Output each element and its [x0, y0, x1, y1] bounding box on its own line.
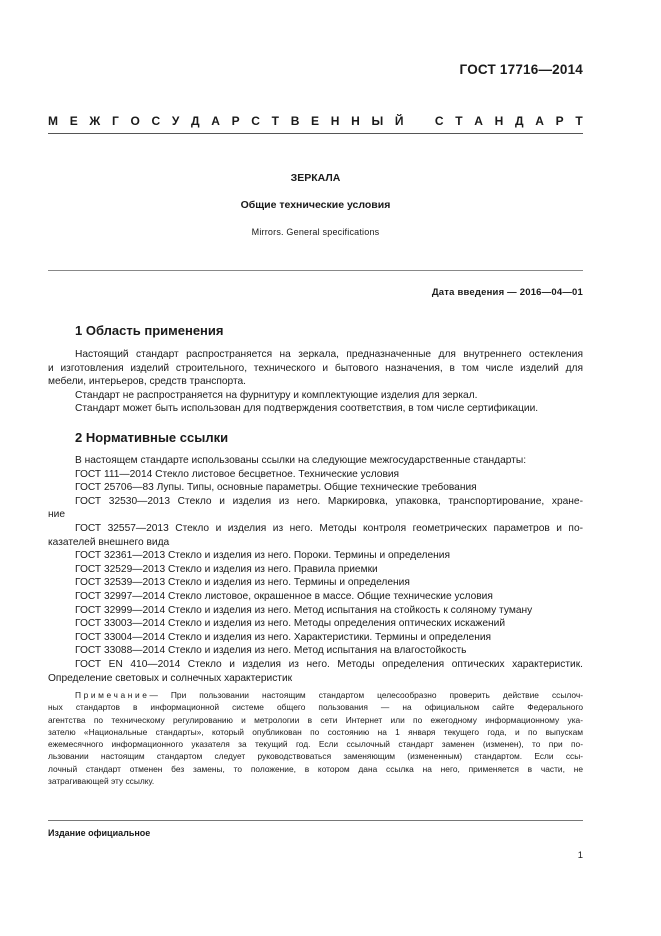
- section-2-heading: 2 Нормативные ссылки: [75, 430, 229, 445]
- reference-line: ГОСТ 32361—2013 Стекло и изделия из него. Пороки. Термины и определения: [75, 550, 450, 562]
- reference-line: ГОСТ 25706—83 Лупы. Типы, основные параметры. Общие технические требования: [75, 482, 477, 494]
- reference-line: ние: [48, 509, 65, 521]
- standard-type-heading: [48, 114, 583, 128]
- note-block: [48, 689, 583, 787]
- note-line: затрагивающей эту ссылку.: [48, 776, 155, 787]
- note-label: Примечание: [75, 690, 150, 700]
- title-divider: [48, 270, 583, 271]
- section-1-paragraph-line: Стандарт не распространяется на фурнитуру и комплектующие изделия для зеркал.: [75, 389, 478, 401]
- heading-letter: Т: [455, 114, 463, 128]
- section-1-paragraph-line: мебели, интерьеров, средств транспорта.: [48, 376, 247, 388]
- heading-letter: Н: [351, 114, 360, 128]
- header-divider: [48, 133, 583, 134]
- section-1-heading: 1 Область применения: [75, 323, 224, 338]
- heading-letter: Е: [311, 114, 320, 128]
- reference-line: ГОСТ EN 410—2014 Стекло и изделия из него. Методы определения оптических характеристик.: [75, 658, 583, 670]
- heading-letter: Р: [555, 114, 564, 128]
- introduction-date: Дата введения — 2016—04—01: [431, 287, 583, 298]
- note-line: лочный стандарт отменен без замены, то положение, в котором дана ссылка на него, применяется в части, не: [48, 763, 583, 774]
- reference-line: ГОСТ 32530—2013 Стекло и изделия из него. Маркировка, упаковка, транспортирование, хране-: [75, 495, 583, 507]
- heading-letter: Й: [394, 114, 404, 128]
- note-line: ных стандартов в информационной системе общего пользования — на официальном сайте Федерального: [48, 702, 583, 713]
- heading-letter: Ж: [89, 114, 101, 128]
- heading-letter: Р: [231, 114, 240, 128]
- section-1-body: [48, 348, 583, 416]
- section-1-paragraph-line: и изготовления изделий строительного, технического и бытового назначения, в том числе изделий для: [48, 362, 583, 374]
- english-title: Mirrors. General specifications: [251, 227, 380, 237]
- heading-letter: О: [130, 114, 140, 128]
- heading-letter: Д: [515, 114, 524, 128]
- heading-letter: С: [251, 114, 260, 128]
- heading-letter: Д: [190, 114, 200, 128]
- heading-word-gap: [415, 114, 423, 128]
- page-number: 1: [577, 850, 583, 861]
- note-text: — При пользовании настоящим стандартом целесообразно проверить действие ссылоч-: [149, 690, 583, 700]
- heading-letter: М: [48, 114, 58, 128]
- document-number: ГОСТ 17716—2014: [459, 62, 583, 77]
- reference-line: казателей внешнего вида: [48, 536, 170, 548]
- heading-letter: Ы: [371, 114, 384, 128]
- heading-letter: Г: [111, 114, 119, 128]
- section-2-body: [48, 454, 583, 685]
- heading-letter: Т: [271, 114, 279, 128]
- note-line: агентства по техническому регулированию и метрологии в сети Интернет или по ежегодному информационному ука-: [48, 714, 583, 725]
- official-edition-label: Издание официальное: [48, 828, 151, 838]
- heading-letter: У: [171, 114, 180, 128]
- heading-letter: Н: [330, 114, 340, 128]
- heading-letter: С: [151, 114, 161, 128]
- heading-letter: С: [434, 114, 444, 128]
- note-line: зателю «Национальные стандарты», который опубликован по состоянию на 1 января текущего года, и по выпускам: [48, 726, 583, 737]
- section-1-paragraph-line: Стандарт может быть использован для подтверждения соответствия, в том числе сертификации.: [75, 403, 539, 415]
- reference-line: ГОСТ 32529—2013 Стекло и изделия из него. Правила приемки: [75, 563, 378, 575]
- reference-line: ГОСТ 111—2014 Стекло листовое бесцветное. Технические условия: [75, 468, 400, 480]
- heading-letter: Е: [69, 114, 78, 128]
- heading-letter: Т: [575, 114, 583, 128]
- reference-line: ГОСТ 32557—2013 Стекло и изделия из него. Методы контроля геометрических параметров и по-: [75, 522, 583, 534]
- reference-line: ГОСТ 33088—2014 Стекло и изделия из него. Метод испытания на влагостойкость: [75, 645, 467, 657]
- heading-letter: Н: [494, 114, 504, 128]
- reference-line: ГОСТ 32999—2014 Стекло и изделия из него. Метод испытания на стойкость к соляному туману: [75, 604, 533, 616]
- heading-letter: А: [535, 114, 544, 128]
- reference-line: ГОСТ 32539—2013 Стекло и изделия из него. Термины и определения: [75, 577, 410, 589]
- heading-letter: В: [290, 114, 300, 128]
- note-line: [48, 689, 583, 701]
- reference-line: ГОСТ 33003—2014 Стекло и изделия из него. Методы определения оптических искажений: [75, 618, 506, 630]
- references-list: [48, 468, 583, 686]
- references-intro: В настоящем стандарте использованы ссылки на следующие межгосударственные стандарты:: [75, 455, 527, 466]
- heading-letter: А: [211, 114, 220, 128]
- footer-divider: [48, 820, 583, 821]
- note-line: льзовании настоящим стандартом следует руководствоваться заменяющим (измененным) стандартом. Если ссы-: [48, 751, 583, 762]
- reference-line: ГОСТ 33004—2014 Стекло и изделия из него. Характеристики. Термины и определения: [75, 631, 492, 643]
- reference-line: Определение световых и солнечных характеристик: [48, 672, 293, 684]
- document-subtitle: Общие технические условия: [240, 199, 391, 211]
- note-line: ежемесячного информационного указателя за текущий год. Если ссылочный стандарт заменен (изменен), то при по-: [48, 739, 583, 750]
- reference-line: ГОСТ 32997—2014 Стекло листовое, окрашенное в массе. Общие технические условия: [75, 590, 493, 602]
- document-title: ЗЕРКАЛА: [290, 172, 341, 184]
- section-1-paragraph-line: Настоящий стандарт распространяется на зеркала, предназначенные для внутреннего остекления: [75, 349, 583, 360]
- heading-letter: А: [474, 114, 483, 128]
